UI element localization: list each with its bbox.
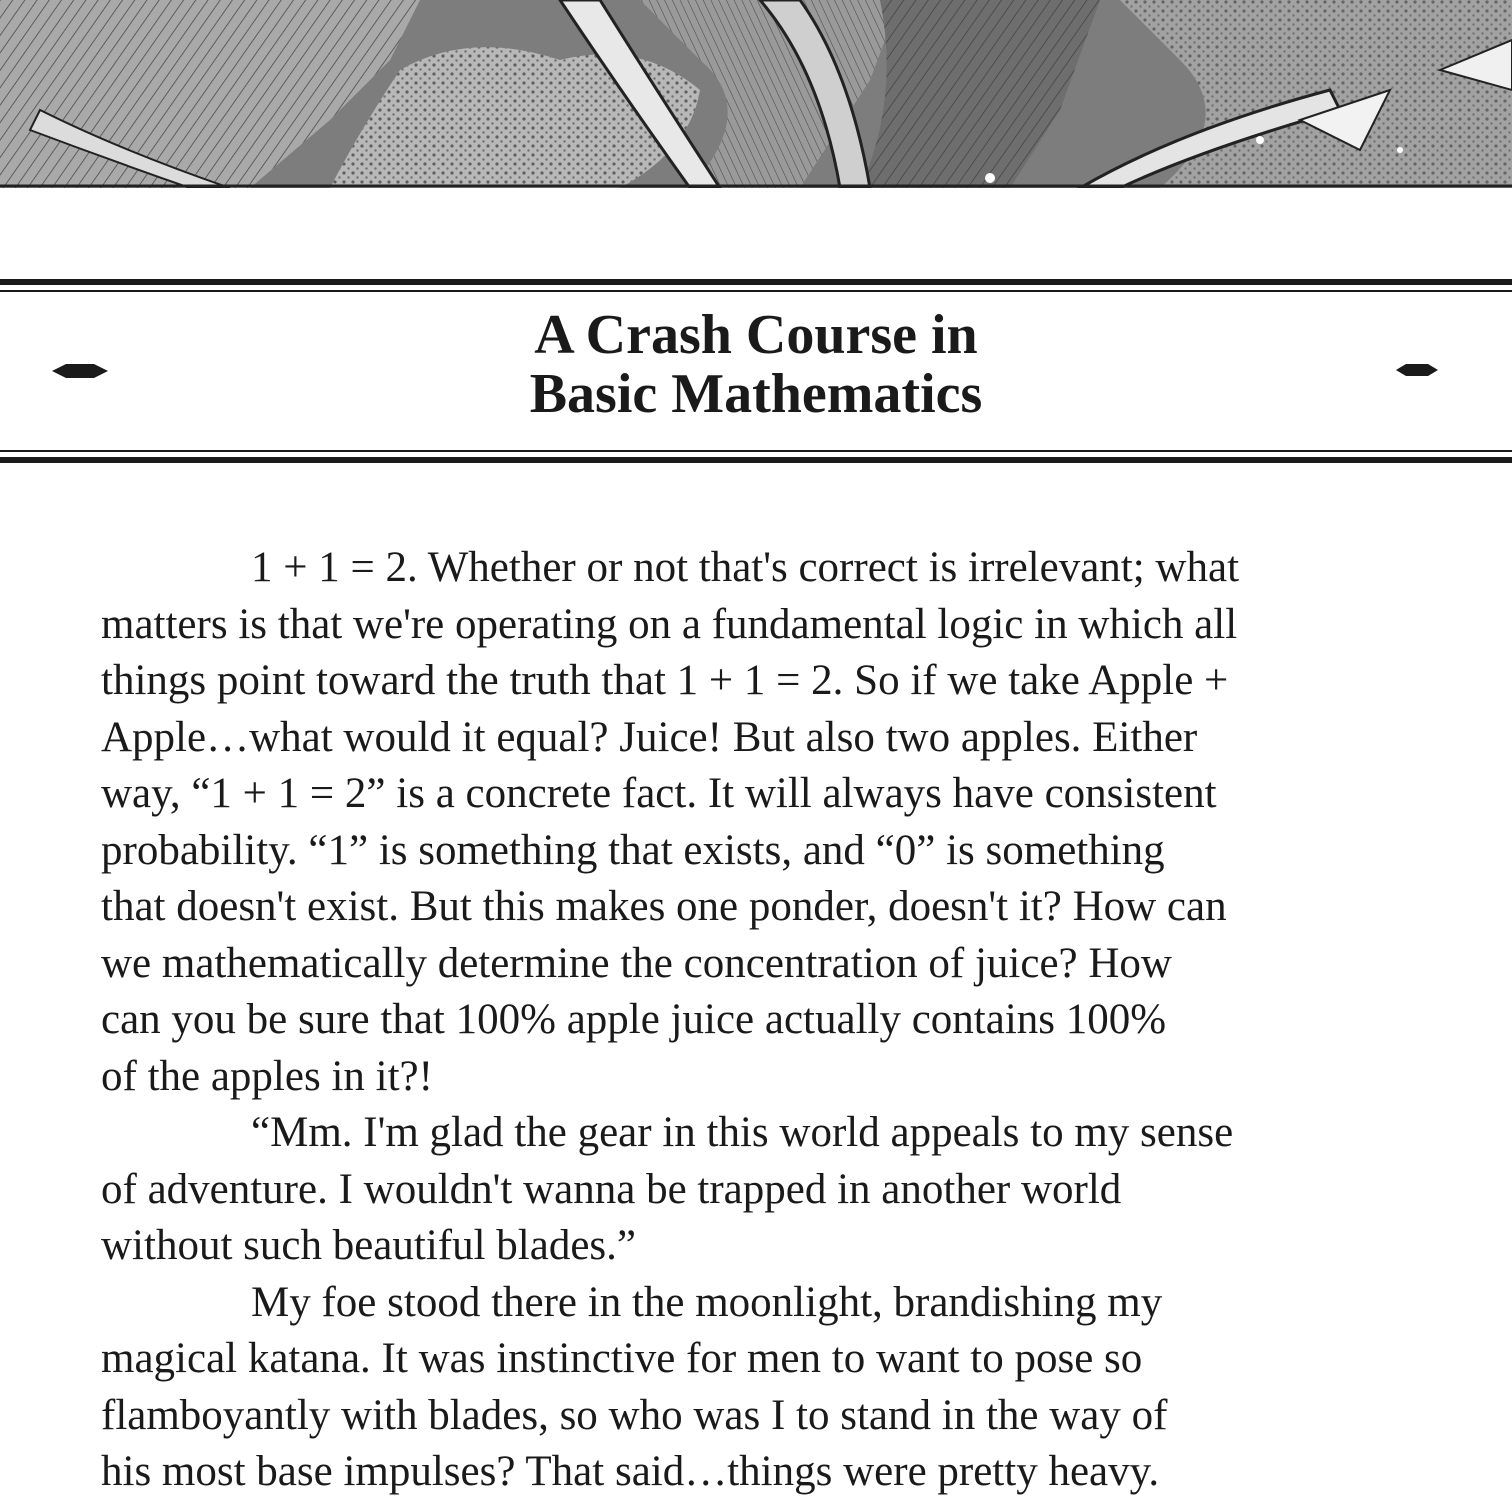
- body-line: we mathematically determine the concentration of juice? How: [101, 939, 1172, 987]
- body-line: magical katana. It was instinctive for men to want to pose so: [101, 1335, 1143, 1382]
- title-rule-top-thin: [0, 290, 1512, 292]
- chapter-illustration: [0, 0, 1512, 188]
- body-line: way, “1 + 1 = 2” is a concrete fact. It will always have consistent: [101, 770, 1217, 817]
- body-line: without such beautiful blades.”: [101, 1222, 636, 1269]
- body-line: his most base impulses? That said…things were pretty heavy.: [101, 1448, 1160, 1495]
- title-rule-bottom-thick: [0, 457, 1512, 463]
- body-line: matters is that we're operating on a fundamental logic in which all: [101, 600, 1238, 648]
- title-rule-top-thick: [0, 279, 1512, 285]
- body-line: My foe stood there in the moonlight, brandishing my: [251, 1278, 1163, 1326]
- body-line: of the apples in it?!: [101, 1052, 433, 1100]
- body-line: can you be sure that 100% apple juice actually contains 100%: [101, 996, 1167, 1043]
- chapter-title-line-1: A Crash Course in: [534, 304, 978, 366]
- manga-illustration-icon: [0, 0, 1512, 188]
- body-line: things point toward the truth that 1 + 1 = 2. So if we take Apple +: [101, 657, 1229, 704]
- chapter-body: [101, 540, 1401, 1501]
- body-line: that doesn't exist. But this makes one ponder, doesn't it? How can: [101, 883, 1227, 930]
- chapter-title-line-2: Basic Mathematics: [529, 363, 983, 425]
- body-line: of adventure. I wouldn't wanna be trapped in another world: [101, 1165, 1122, 1213]
- body-line: 1 + 1 = 2. Whether or not that's correct is irrelevant; what: [251, 544, 1240, 591]
- diamond-ornament-right-icon: [1396, 364, 1438, 376]
- body-line: flamboyantly with blades, so who was I to stand in the way of: [101, 1391, 1168, 1439]
- title-rule-bottom-thin: [0, 450, 1512, 452]
- chapter-title: [0, 306, 1512, 424]
- body-line: “Mm. I'm glad the gear in this world appeals to my sense: [251, 1109, 1234, 1156]
- body-line: Apple…what would it equal? Juice! But also two apples. Either: [101, 713, 1198, 761]
- body-line: probability. “1” is something that exists, and “0” is something: [101, 826, 1165, 874]
